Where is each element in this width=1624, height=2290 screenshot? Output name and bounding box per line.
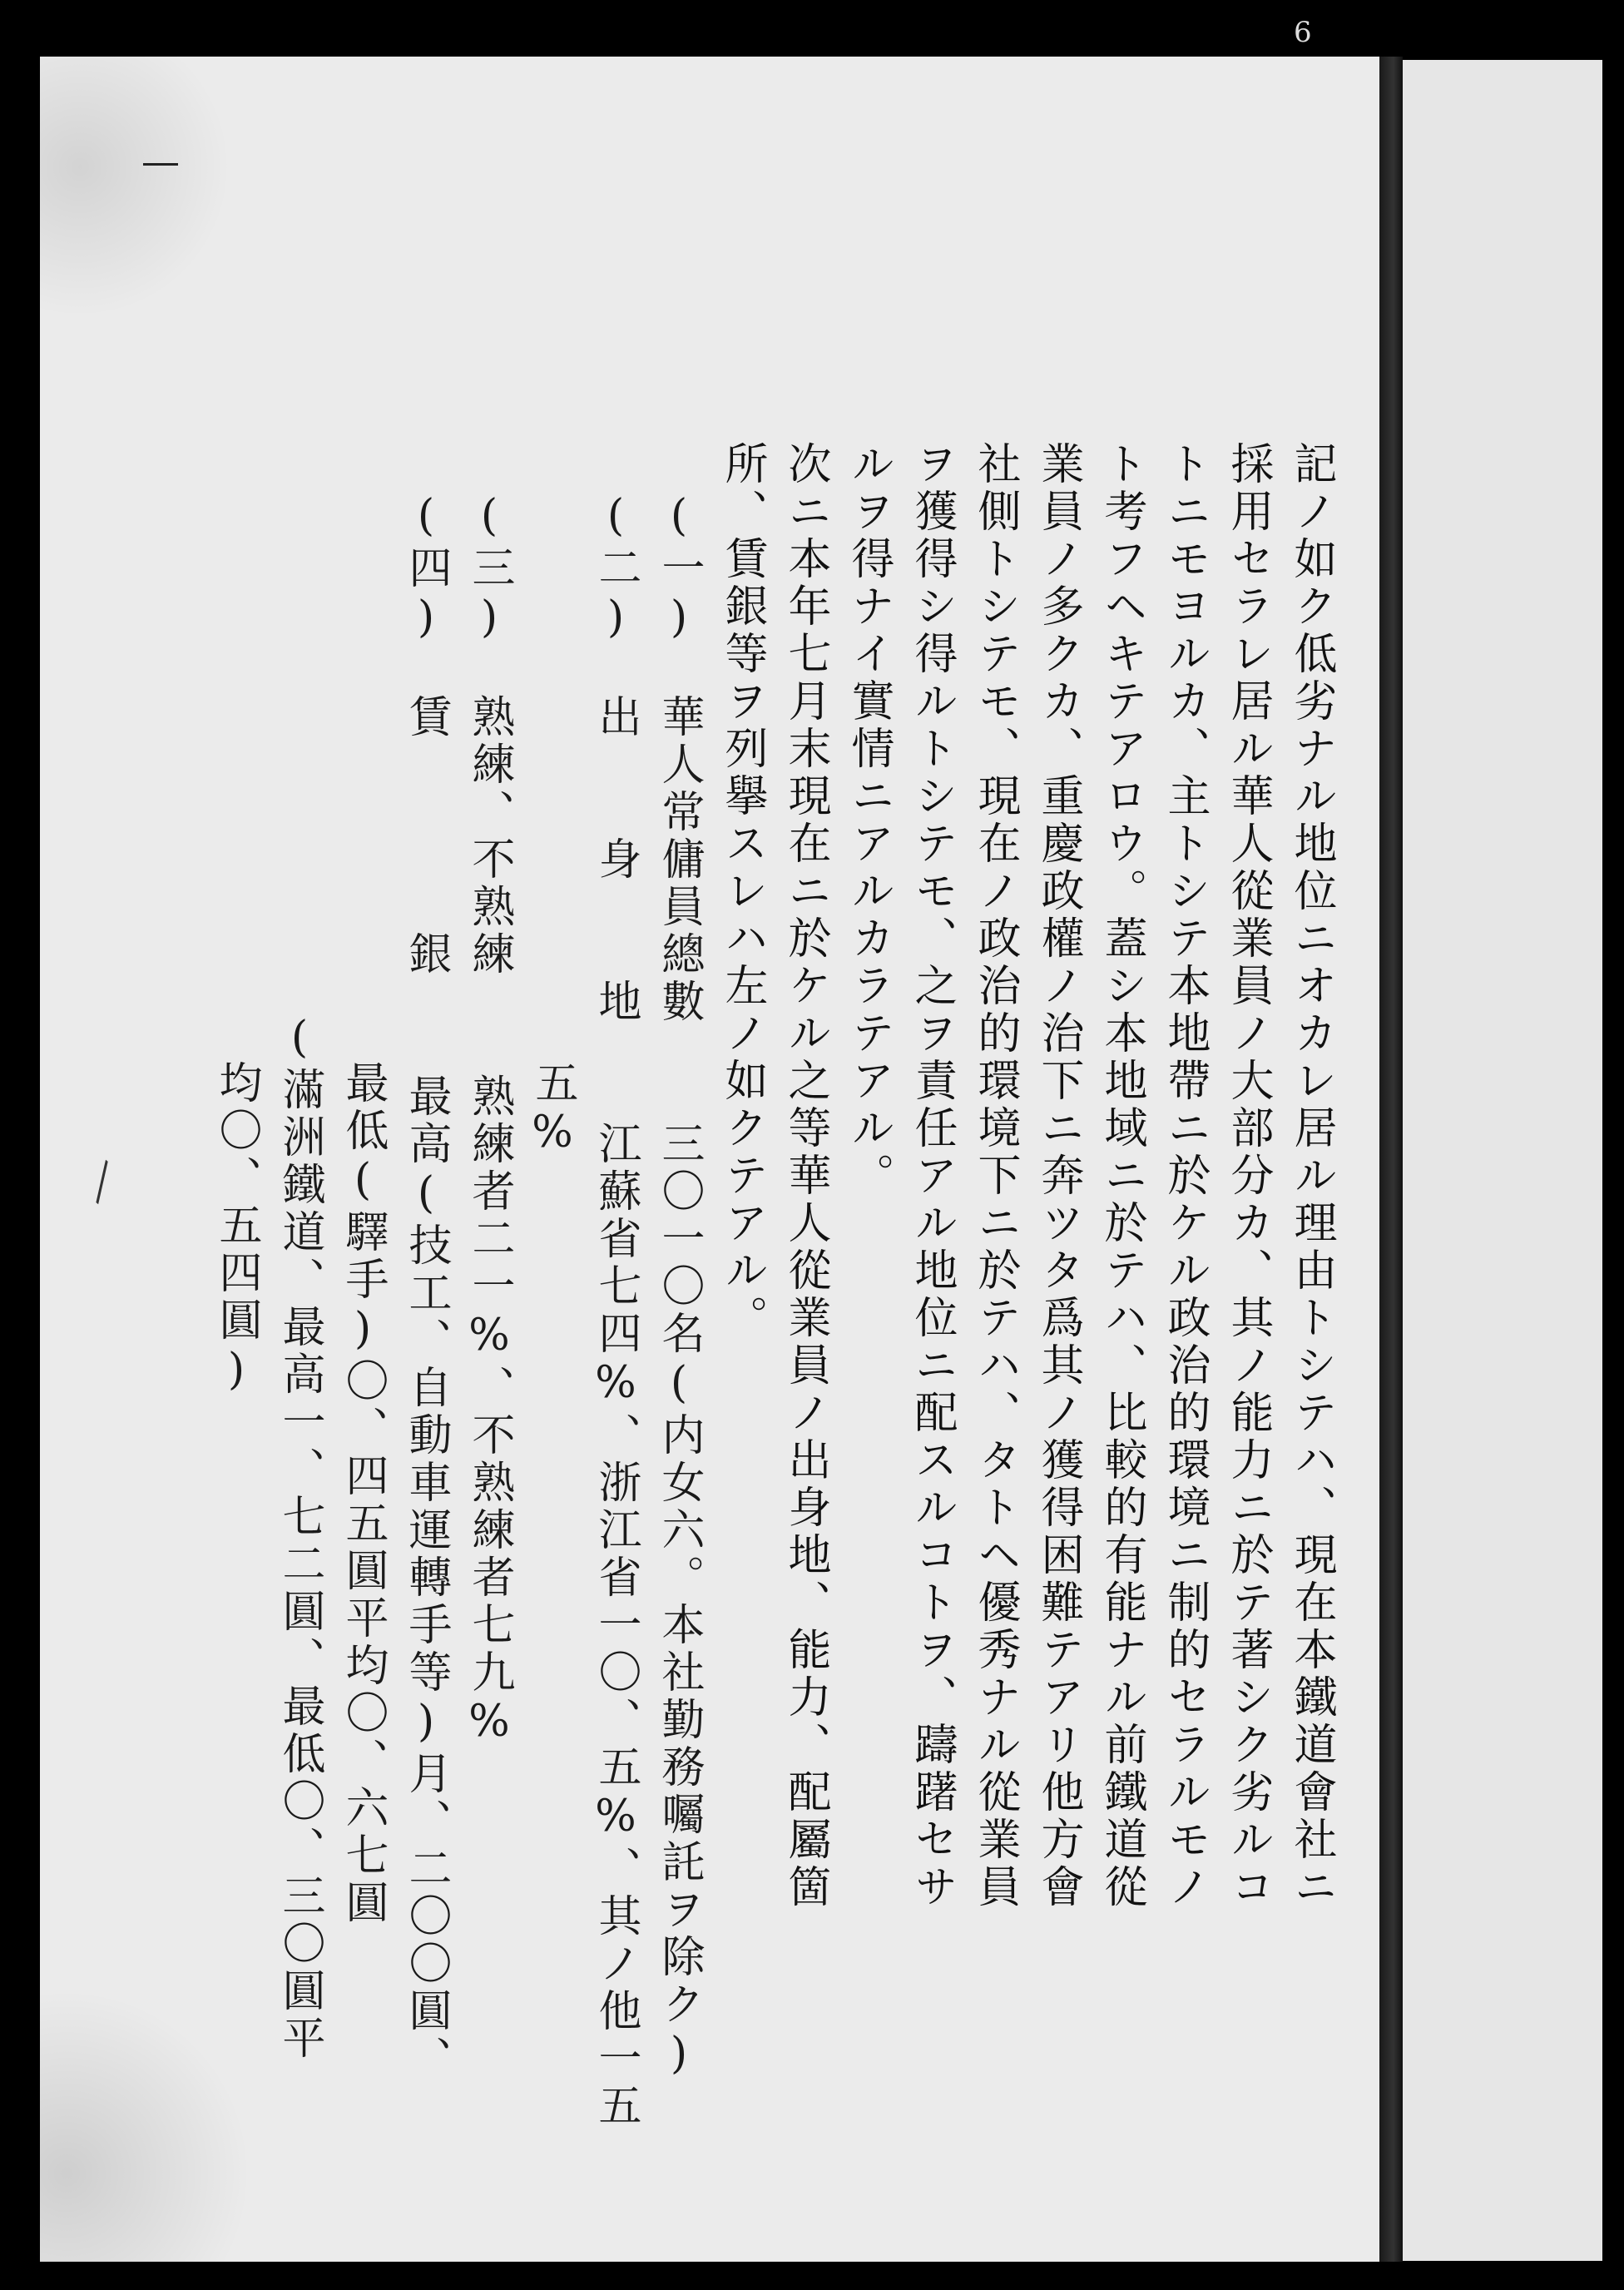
list-item-4: (四) 賃 銀 最高(技工、自動車運轉手等)月、二〇〇圓、 [401,491,451,2083]
list-item-2-cont: 五% [527,491,577,1162]
text-column-6: 社側トシテモ、現在ノ政治的環境下ニ於テハ、タトヘ優秀ナル從業員 [970,441,1020,1911]
page-fold [1379,57,1403,2262]
list-item-4-cont-2: (滿洲鐵道、最高一、七二圓、最低〇、三〇圓平 [275,491,324,2063]
text-column-2: 採用セラレ居ル華人從業員ノ大部分カ、其ノ能力ニ於テ著シク劣ルコ [1223,441,1273,1911]
text-column-3: トニモヨルカ、主トシテ本地帶ニ於ケル政治的環境ニ制的セラルモノ [1160,441,1210,1911]
text-column-4: ト考フヘキテアロウ。蓋シ本地域ニ於テハ、比較的有能ナル前鐵道從 [1097,441,1146,1911]
text-column-8: ルヲ得ナイ實情ニアルカラテアル。 [844,441,894,1200]
list-item-4-cont-1: 最低(驛手)〇、四五圓平均〇、六七圓 [338,491,388,1927]
text-column-9: 次ニ本年七月末現在ニ於ケル之等華人從業員ノ出身地、能力、配屬箇 [780,441,830,1911]
adjacent-page-strip [1403,60,1602,2261]
text-column-5: 業員ノ多クカ、重慶政權ノ治下ニ奔ツタ爲其ノ獲得困難テアリ他方會 [1033,441,1083,1911]
text-column-10: 所、賃銀等ヲ列擧スレハ左ノ如クテアル。 [717,441,767,1342]
list-item-4-cont-3: 均〇、五四圓) [211,491,261,1399]
margin-mark: ╲ [82,1161,122,1204]
list-item-3: (三) 熟練、不熟練 熟練者二一%、不熟練者七九% [464,491,514,1751]
list-item-1: (一) 華人常傭員總數 三〇一〇名(内女六。本社勤務囑託ヲ除ク) [654,491,704,2083]
text-column-7: ヲ獲得シ得ルトシテモ、之ヲ責任アル地位ニ配スルコトヲ、躊躇セサ [907,441,957,1911]
header-rule [143,163,178,166]
list-item-2: (二) 出 身 地 江蘇省七四%、浙江省一〇、五%、其ノ他一五 [591,491,641,2130]
corner-mark: 6 [1294,16,1312,49]
document-page [40,57,1379,2262]
text-column-1: 記ノ如ク低劣ナル地位ニオカレ居ル理由トシテハ、現在本鐵道會社ニ [1286,441,1336,1911]
